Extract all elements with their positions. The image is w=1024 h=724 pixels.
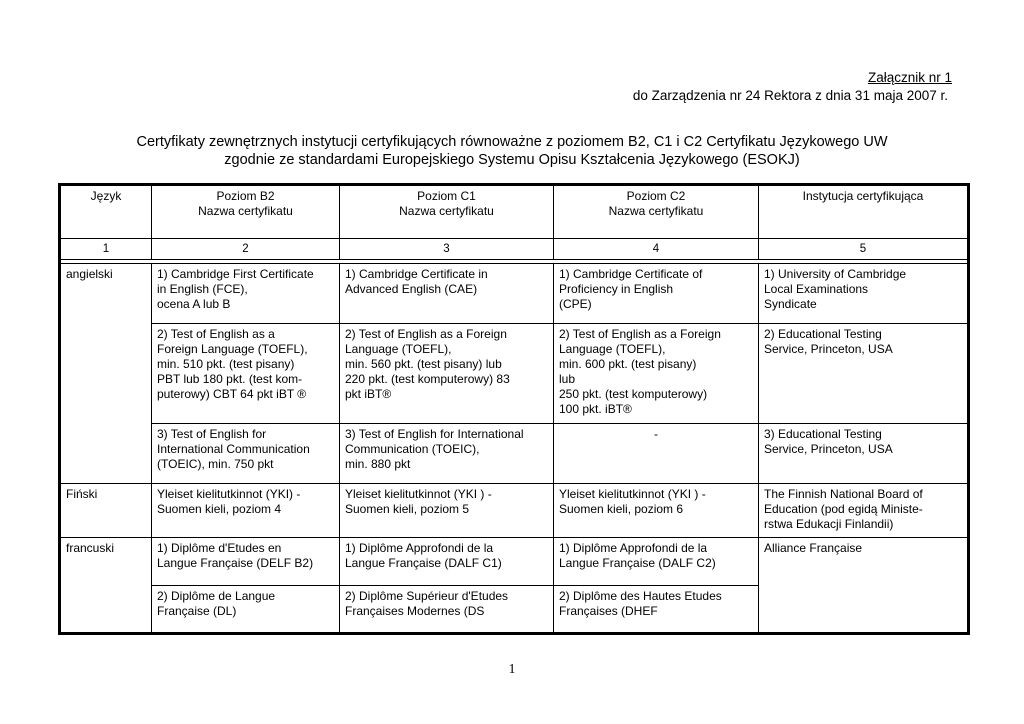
- cert-c2: Yleiset kielitutkinnot (YKI ) - Suomen kieli, poziom 6: [554, 484, 759, 538]
- institution: 2) Educational Testing Service, Princeton, USA: [759, 324, 969, 424]
- language-french: francuski: [60, 538, 152, 634]
- cert-c2: 1) Diplôme Approfondi de la Langue Française (DALF C2): [554, 538, 759, 586]
- table-row: [60, 484, 969, 538]
- header-level-c1: Poziom C1 Nazwa certyfikatu: [340, 185, 554, 239]
- attachment-label: Załącznik nr 1: [867, 70, 952, 85]
- language-finnish: Fiński: [60, 484, 152, 538]
- column-number: 1: [60, 239, 152, 260]
- column-number: 5: [759, 239, 969, 260]
- cert-b2: 1) Cambridge First Certificate in English (FCE), ocena A lub B: [152, 264, 340, 324]
- institution: The Finnish National Board of Education (pod egidą Ministe- rstwa Edukacji Finlandii): [759, 484, 969, 538]
- cert-c1: 3) Test of English for International Communication (TOEIC), min. 880 pkt: [340, 424, 554, 484]
- header-level-b2: Poziom B2 Nazwa certyfikatu: [152, 185, 340, 239]
- cert-c2: -: [554, 424, 759, 484]
- title-line-2: zgodnie ze standardami Europejskiego Systemu Opisu Kształcenia Językowego (ESOKJ): [224, 152, 800, 168]
- table-row: [60, 264, 969, 324]
- document-title: [0, 133, 1024, 169]
- cert-b2: 1) Diplôme d'Etudes en Langue Française (DELF B2): [152, 538, 340, 586]
- cert-b2: 2) Diplôme de Langue Française (DL): [152, 586, 340, 634]
- title-line-1: Certyfikaty zewnętrznych instytucji certyfikujących równoważne z poziomem B2, C1 i C2 Certyfikatu Językowego UW: [136, 134, 888, 150]
- cert-c1: 2) Diplôme Supérieur d'Etudes Françaises Modernes (DS: [340, 586, 554, 634]
- institution: 1) University of Cambridge Local Examinations Syndicate: [759, 264, 969, 324]
- certificate-table: [58, 183, 970, 635]
- column-number-row: [60, 239, 969, 260]
- page-number: 1: [508, 662, 516, 677]
- cert-c1: 1) Diplôme Approfondi de la Langue Française (DALF C1): [340, 538, 554, 586]
- order-reference: do Zarządzenia nr 24 Rektora z dnia 31 maja 2007 r.: [632, 88, 948, 103]
- header-level-c2: Poziom C2 Nazwa certyfikatu: [554, 185, 759, 239]
- cert-b2: 2) Test of English as a Foreign Language (TOEFL), min. 510 pkt. (test pisany) PBT lub 180 pkt. (test kom- puterowy) CBT 64 pkt iBT ®: [152, 324, 340, 424]
- cert-c2: 2) Diplôme des Hautes Etudes Françaises (DHEF: [554, 586, 759, 634]
- table-row: [60, 324, 969, 424]
- language-english: angielski: [60, 264, 152, 484]
- header-language: Język: [60, 185, 152, 239]
- cert-c1: 2) Test of English as a Foreign Language (TOEFL), min. 560 pkt. (test pisany) lub 220 pkt. (test komputerowy) 83 pkt iBT®: [340, 324, 554, 424]
- cert-b2: Yleiset kielitutkinnot (YKI) - Suomen kieli, poziom 4: [152, 484, 340, 538]
- cert-b2: 3) Test of English for International Communication (TOEIC), min. 750 pkt: [152, 424, 340, 484]
- cert-c1: 1) Cambridge Certificate in Advanced English (CAE): [340, 264, 554, 324]
- column-number: 4: [554, 239, 759, 260]
- institution: Alliance Française: [759, 538, 969, 634]
- cert-c1: Yleiset kielitutkinnot (YKI ) - Suomen kieli, poziom 5: [340, 484, 554, 538]
- column-number: 2: [152, 239, 340, 260]
- cert-c2: 2) Test of English as a Foreign Language (TOEFL), min. 600 pkt. (test pisany) lub 250 pkt. (test komputerowy) 100 pkt. iBT®: [554, 324, 759, 424]
- table-row: [60, 538, 969, 586]
- header-institution: Instytucja certyfikująca: [759, 185, 969, 239]
- table-row: [60, 424, 969, 484]
- cert-c2: 1) Cambridge Certificate of Proficiency in English (CPE): [554, 264, 759, 324]
- institution: 3) Educational Testing Service, Princeton, USA: [759, 424, 969, 484]
- column-number: 3: [340, 239, 554, 260]
- header-row: [60, 185, 969, 239]
